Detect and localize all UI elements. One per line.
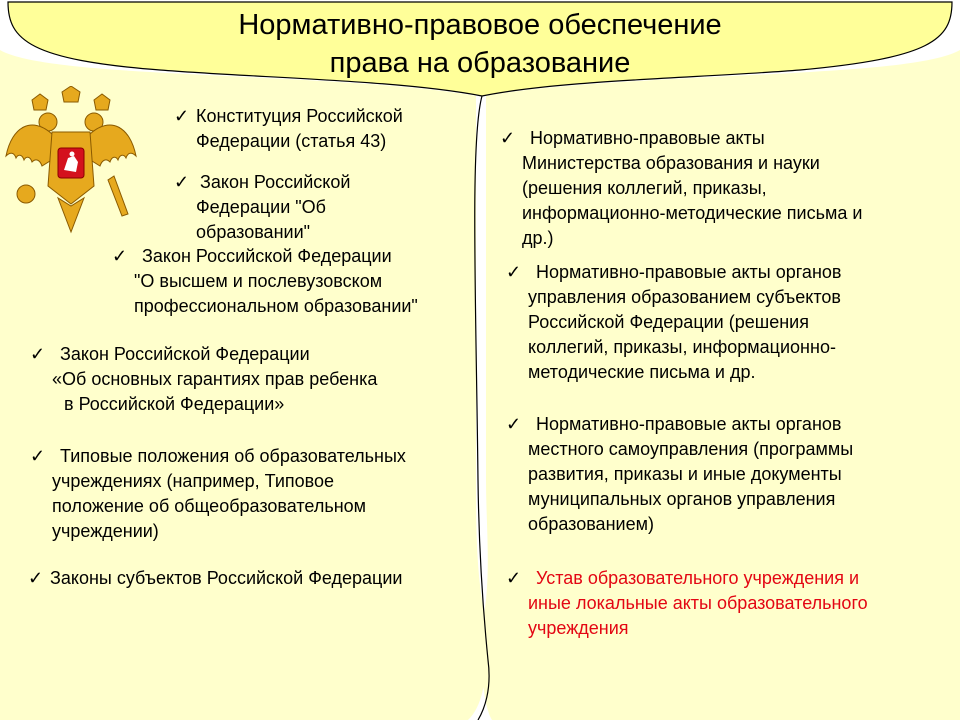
- right-item-institution-charter: ✓ Устав образовательного учреждения и иные локальные акты образовательного учреждения: [506, 568, 868, 638]
- check-icon: ✓: [30, 344, 46, 364]
- check-icon: ✓: [506, 414, 522, 434]
- left-item-model-regulations: ✓ Типовые положения об образовательных учреждениях (например, Типовое положение об общеобразовательном учреждении): [30, 446, 406, 541]
- right-item-ministry-acts: ✓ Нормативно-правовые акты Министерства образования и науки (решения коллегий, приказы, информационно-методические письма и др.): [500, 128, 863, 248]
- check-icon: ✓: [500, 128, 516, 148]
- check-icon: ✓: [506, 568, 522, 588]
- check-icon: ✓: [174, 172, 190, 192]
- left-item-regional-laws: ✓ Законы субъектов Российской Федерации: [50, 566, 402, 591]
- check-icon: ✓: [28, 568, 44, 588]
- right-item-regional-acts: ✓ Нормативно-правовые акты органов управления образованием субъектов Российской Федерации (решения коллегий, приказы, информационно- методические письма и др.: [506, 262, 842, 382]
- right-item-municipal-acts: ✓ Нормативно-правовые акты органов местного самоуправления (программы развития, приказы и иные документы муниципальных органов управления образованием): [506, 414, 854, 534]
- check-icon: ✓: [112, 246, 128, 266]
- check-icon: ✓: [30, 446, 46, 466]
- left-item-law-higher-education: ✓ Закон Российской Федерации "О высшем и послевузовском профессиональном образовании": [112, 246, 418, 316]
- title-line-1: Нормативно-правовое обеспечение: [238, 9, 722, 41]
- left-item-constitution: ✓ Конституция Российской Федерации (статья 43): [174, 106, 403, 151]
- left-item-law-child-rights: ✓ Закон Российской Федерации «Об основных гарантиях прав ребенка в Российской Федерации»: [30, 344, 378, 414]
- page-title: [160, 6, 800, 82]
- left-item-law-education: ✓ Закон Российской Федерации "Об образовании": [174, 172, 351, 242]
- coat-of-arms-emblem: [2, 86, 140, 236]
- check-icon: ✓: [506, 262, 522, 282]
- title-line-2: права на образование: [329, 47, 631, 79]
- check-icon: ✓: [174, 106, 190, 126]
